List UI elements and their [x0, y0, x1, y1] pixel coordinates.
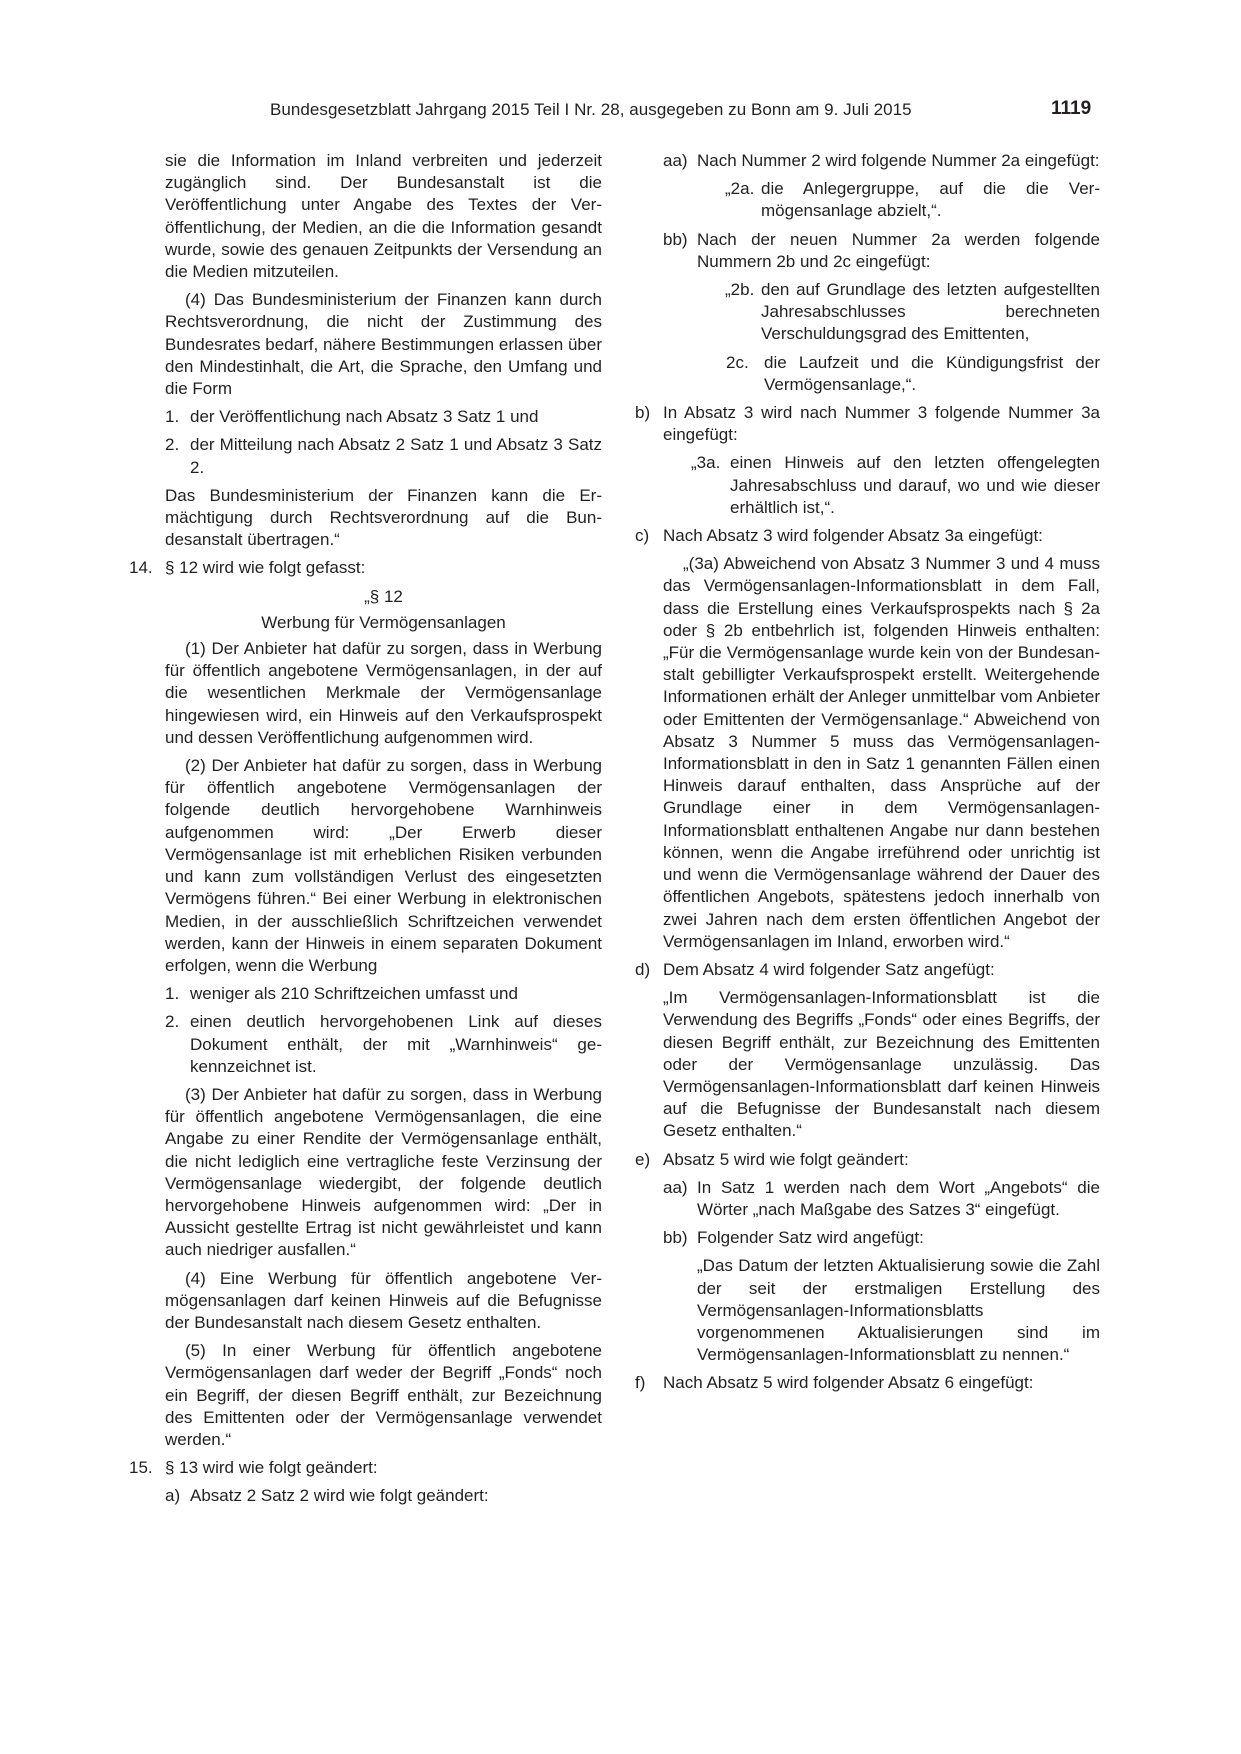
quoted-paragraph: „(3a) Abweichend von Absatz 3 Nummer 3 und 4 muss das Vermögensanlagen-Informationsblatt in dem Fall, dass die Erstellung eines Verkaufsprospekts nach § 2a oder § 2b entbehrlich ist, folgenden Hinweis enthalten: „Für die Vermögensanlage wurde kein von der Bundesanstalt gebilligter Verkaufsprospekt erstellt. Weitergehende Informationen erhält der Anleger unmittelbar vom Anbieter oder Emittenten der Vermögensanlage.“ Abweichend von Absatz 3 Nummer 5 muss das Vermögensanlagen-Informationsblatt in den in Satz 1 genannten Fällen einen Hinweis darauf enthalten, dass Ansprüche auf der Grundlage einer in dem Vermögensanlagen-Informationsblatt enthaltenen Angabe nur dann bestehen können, wenn die Angabe irreführend oder unrichtig ist und wenn die Vermögensanlage während der Dauer des öffentlichen Angebots, spätestens jedoch innerhalb von zwei Jahren nach dem ersten öffentlichen Angebot der Vermögensanlagen im Inland, erworben wird.“: [663, 554, 1100, 951]
list-label: 1.: [165, 407, 180, 427]
paragraph: Das Bundesministerium der Finanzen kann die Ermächtigung durch Rechtsverordnung auf die Bundesanstalt übertragen.“: [165, 485, 602, 550]
lettered-item: [635, 525, 1100, 547]
quoted-item: [691, 452, 1100, 519]
sub-item-text: Nach der neuen Nummer 2a werden folgende Nummern 2b und 2c eingefügt:: [697, 229, 1100, 271]
lettered-item: [635, 1372, 1100, 1394]
quoted-paragraph: „Im Vermögensanlagen-Informationsblatt ist die Verwendung des Begriffs „Fonds“ oder eines Begriffs, der diesen Begriff enthält, zur Bezeichnung des Emittenten oder der Vermögensanlage unzulässig. Das Vermögensanlagen-Informationsblatt darf keinen Hinweis auf die Befugnisse der Bundesanstalt nach diesem Gesetz enthalten.“: [663, 988, 1100, 1141]
quoted-item-label: 2c.: [726, 352, 749, 372]
sub-item-text: Nach Nummer 2 wird folgende Nummer 2a eingefügt:: [697, 151, 1100, 170]
section-number: „§ 12: [364, 586, 403, 606]
lettered-item-text: Nach Absatz 3 wird folgender Absatz 3a eingefügt:: [663, 526, 1043, 546]
paragraph: (3) Der Anbieter hat dafür zu sorgen, dass in Werbung für öffentlich angebotene Vermögensanlagen, die eine Angabe zu einer Rendite der Vermögensanlage enthält, die nicht lediglich eine vertragliche feste Verzinsung der Vermögensanlage wiedergibt, der folgende deutlich hervorgehobene Hinweis aufgenommen wird: „Der in Aussicht gestellte Ertrag ist nicht gewährleistet und kann auch niedriger ausfallen.“: [165, 1084, 602, 1260]
item-text: § 12 wird wie folgt gefasst:: [165, 558, 366, 578]
lettered-item-label: d): [635, 959, 651, 979]
sub-item: [663, 1177, 1100, 1221]
page-number: 1119: [1051, 98, 1092, 119]
list-item: [165, 983, 602, 1005]
lettered-item-label: b): [635, 403, 651, 423]
list-text: der Veröffentlichung nach Absatz 3 Satz 1 und: [190, 407, 539, 427]
list-item: [165, 406, 602, 428]
lettered-item-text: Nach Absatz 5 wird folgender Absatz 6 eingefügt:: [663, 1373, 1034, 1393]
quoted-item-label: „3a.: [691, 453, 721, 473]
quoted-item-label: „2b.: [725, 280, 755, 300]
list-text: Absatz 2 Satz 2 wird wie folgt geändert:: [190, 1486, 489, 1506]
lettered-item-text: Absatz 5 wird wie folgt geändert:: [663, 1149, 909, 1169]
sub-item-label: aa): [663, 151, 688, 170]
item-number: 15.: [129, 1458, 153, 1478]
lettered-item: [635, 402, 1100, 446]
sub-item-label: aa): [663, 1177, 688, 1197]
sub-item: [663, 150, 1100, 172]
lettered-item-text: Dem Absatz 4 wird folgender Satz angefügt:: [663, 959, 995, 979]
lettered-item: [635, 1149, 1100, 1171]
page-header-title: Bundesgesetzblatt Jahrgang 2015 Teil I Nr. 28, ausgegeben zu Bonn am 9. Juli 2015: [270, 100, 912, 119]
list-label: a): [165, 1486, 181, 1506]
quoted-paragraph: „Das Datum der letzten Aktualisierung sowie die Zahl der seit der erstmaligen Erstellung des Vermögensanlagen-Informationsblatts vorgenommenen Aktualisierungen sind im Vermögensanlagen-Informationsblatt zu nennen.“: [697, 1256, 1100, 1365]
list-item: [165, 434, 602, 478]
sub-item-text: Folgender Satz wird angefügt:: [697, 1228, 924, 1248]
list-label: 1.: [165, 984, 180, 1004]
paragraph: (4) Das Bundesministerium der Finanzen kann durch Rechtsverordnung, die nicht der Zustimmung des Bundesrates bedarf, nähere Bestimmungen erlassen über den Mindestinhalt, die Art, die Sprache, den Umfang und die Form: [165, 290, 602, 399]
list-text: weniger als 210 Schriftzeichen umfasst und: [190, 984, 518, 1004]
quoted-item: [726, 352, 1100, 396]
right-column: [635, 150, 1100, 1401]
paragraph: (2) Der Anbieter hat dafür zu sorgen, dass in Werbung für öffentlich angebotene Vermögensanlagen der folgende deutlich hervorgehobene Warnhinweis aufgenommen wird: „Der Erwerb dieser Vermögensanlage ist mit erheblichen Risiken verbunden und kann zum vollständigen Verlust des eingesetzten Vermögens führen.“ Bei einer Werbung in elektronischen Medien, in der ausschließlich Schriftzeichen verwendet werden, kann der Hinweis in einem separaten Dokument erfolgen, wenn die Werbung: [165, 756, 602, 975]
lettered-item-text: In Absatz 3 wird nach Nummer 3 folgende Nummer 3a eingefügt:: [663, 403, 1100, 445]
lettered-item-label: f): [635, 1373, 646, 1393]
section-title: Werbung für Vermögensanlagen: [261, 612, 506, 632]
numbered-item: [129, 1457, 602, 1479]
item-text: § 13 wird wie folgt geändert:: [165, 1458, 378, 1478]
left-column: [129, 150, 602, 1514]
paragraph: (4) Eine Werbung für öffentlich angebotene Vermögensanlagen darf keinen Hinweis auf die Befugnisse der Bundesanstalt nach diesem Gesetz enthalten.: [165, 1268, 602, 1332]
list-label: 2.: [165, 435, 180, 455]
sub-item: [663, 229, 1100, 273]
lettered-item-label: e): [635, 1149, 651, 1169]
paragraph: (5) In einer Werbung für öffentlich angebotene Vermögensanlagen darf weder der Begriff „Fonds“ noch ein Begriff, der diesen Begriff enthält, zur Bezeichnung des Emittenten oder der Vermögensanlage verwendet werden.“: [165, 1341, 602, 1449]
list-item: [165, 1485, 602, 1507]
sub-item: [663, 1227, 1100, 1249]
list-text: der Mitteilung nach Absatz 2 Satz 1 und Absatz 3 Satz 2.: [190, 435, 602, 477]
lettered-item: [635, 959, 1100, 981]
quoted-item-label: „2a.: [725, 179, 755, 199]
quoted-item: [725, 279, 1100, 346]
paragraph: (1) Der Anbieter hat dafür zu sorgen, dass in Werbung für öffentlich angebotene Vermögensanlagen, in der auf die wesentlichen Merkmale der Vermögensanlage hingewiesen wird, ein Hinweis auf den Verkaufsprospekt und dessen Veröffentlichung aufgenommen wird.: [165, 639, 602, 747]
numbered-item: [129, 557, 602, 579]
sub-item-label: bb): [663, 229, 688, 249]
sub-item-label: bb): [663, 1228, 688, 1248]
list-text: einen deutlich hervorgehobenen Link auf dieses Dokument enthält, der mit „Warnhinweis“ gekennzeichnet ist.: [190, 1012, 602, 1076]
quoted-item-text: den auf Grundlage des letzten aufgestellten Jahresabschlusses berechneten Verschuldungsgrad des Emittenten,: [761, 280, 1100, 344]
sub-item-text: In Satz 1 werden nach dem Wort „Angebots“ die Wörter „nach Maßgabe des Satzes 3“ eingefügt.: [697, 1177, 1100, 1219]
quoted-item-text: die Laufzeit und die Kündigungsfrist der Vermögensanlage,“.: [764, 352, 1100, 394]
quoted-item-text: die Anlegergruppe, auf die die Vermögensanlage abzielt,“.: [761, 179, 1100, 221]
quoted-item: [725, 178, 1100, 222]
lettered-item-label: c): [635, 526, 650, 546]
quoted-item-text: einen Hinweis auf den letzten offengelegten Jahresabschluss und darauf, wo und wie dieser erhältlich ist,“.: [730, 453, 1100, 517]
list-label: 2.: [165, 1012, 180, 1032]
paragraph: sie die Information im Inland verbreiten und jederzeit zugänglich sind. Der Bundesanstalt ist die Veröffentlichung unter Angabe des Textes der Veröffentlichung, der Medien, an die die Information gesandt wurde, sowie des genauen Zeitpunkts der Versendung an die Medien mitzuteilen.: [165, 151, 602, 282]
item-number: 14.: [129, 558, 153, 578]
list-item: [165, 1011, 602, 1078]
